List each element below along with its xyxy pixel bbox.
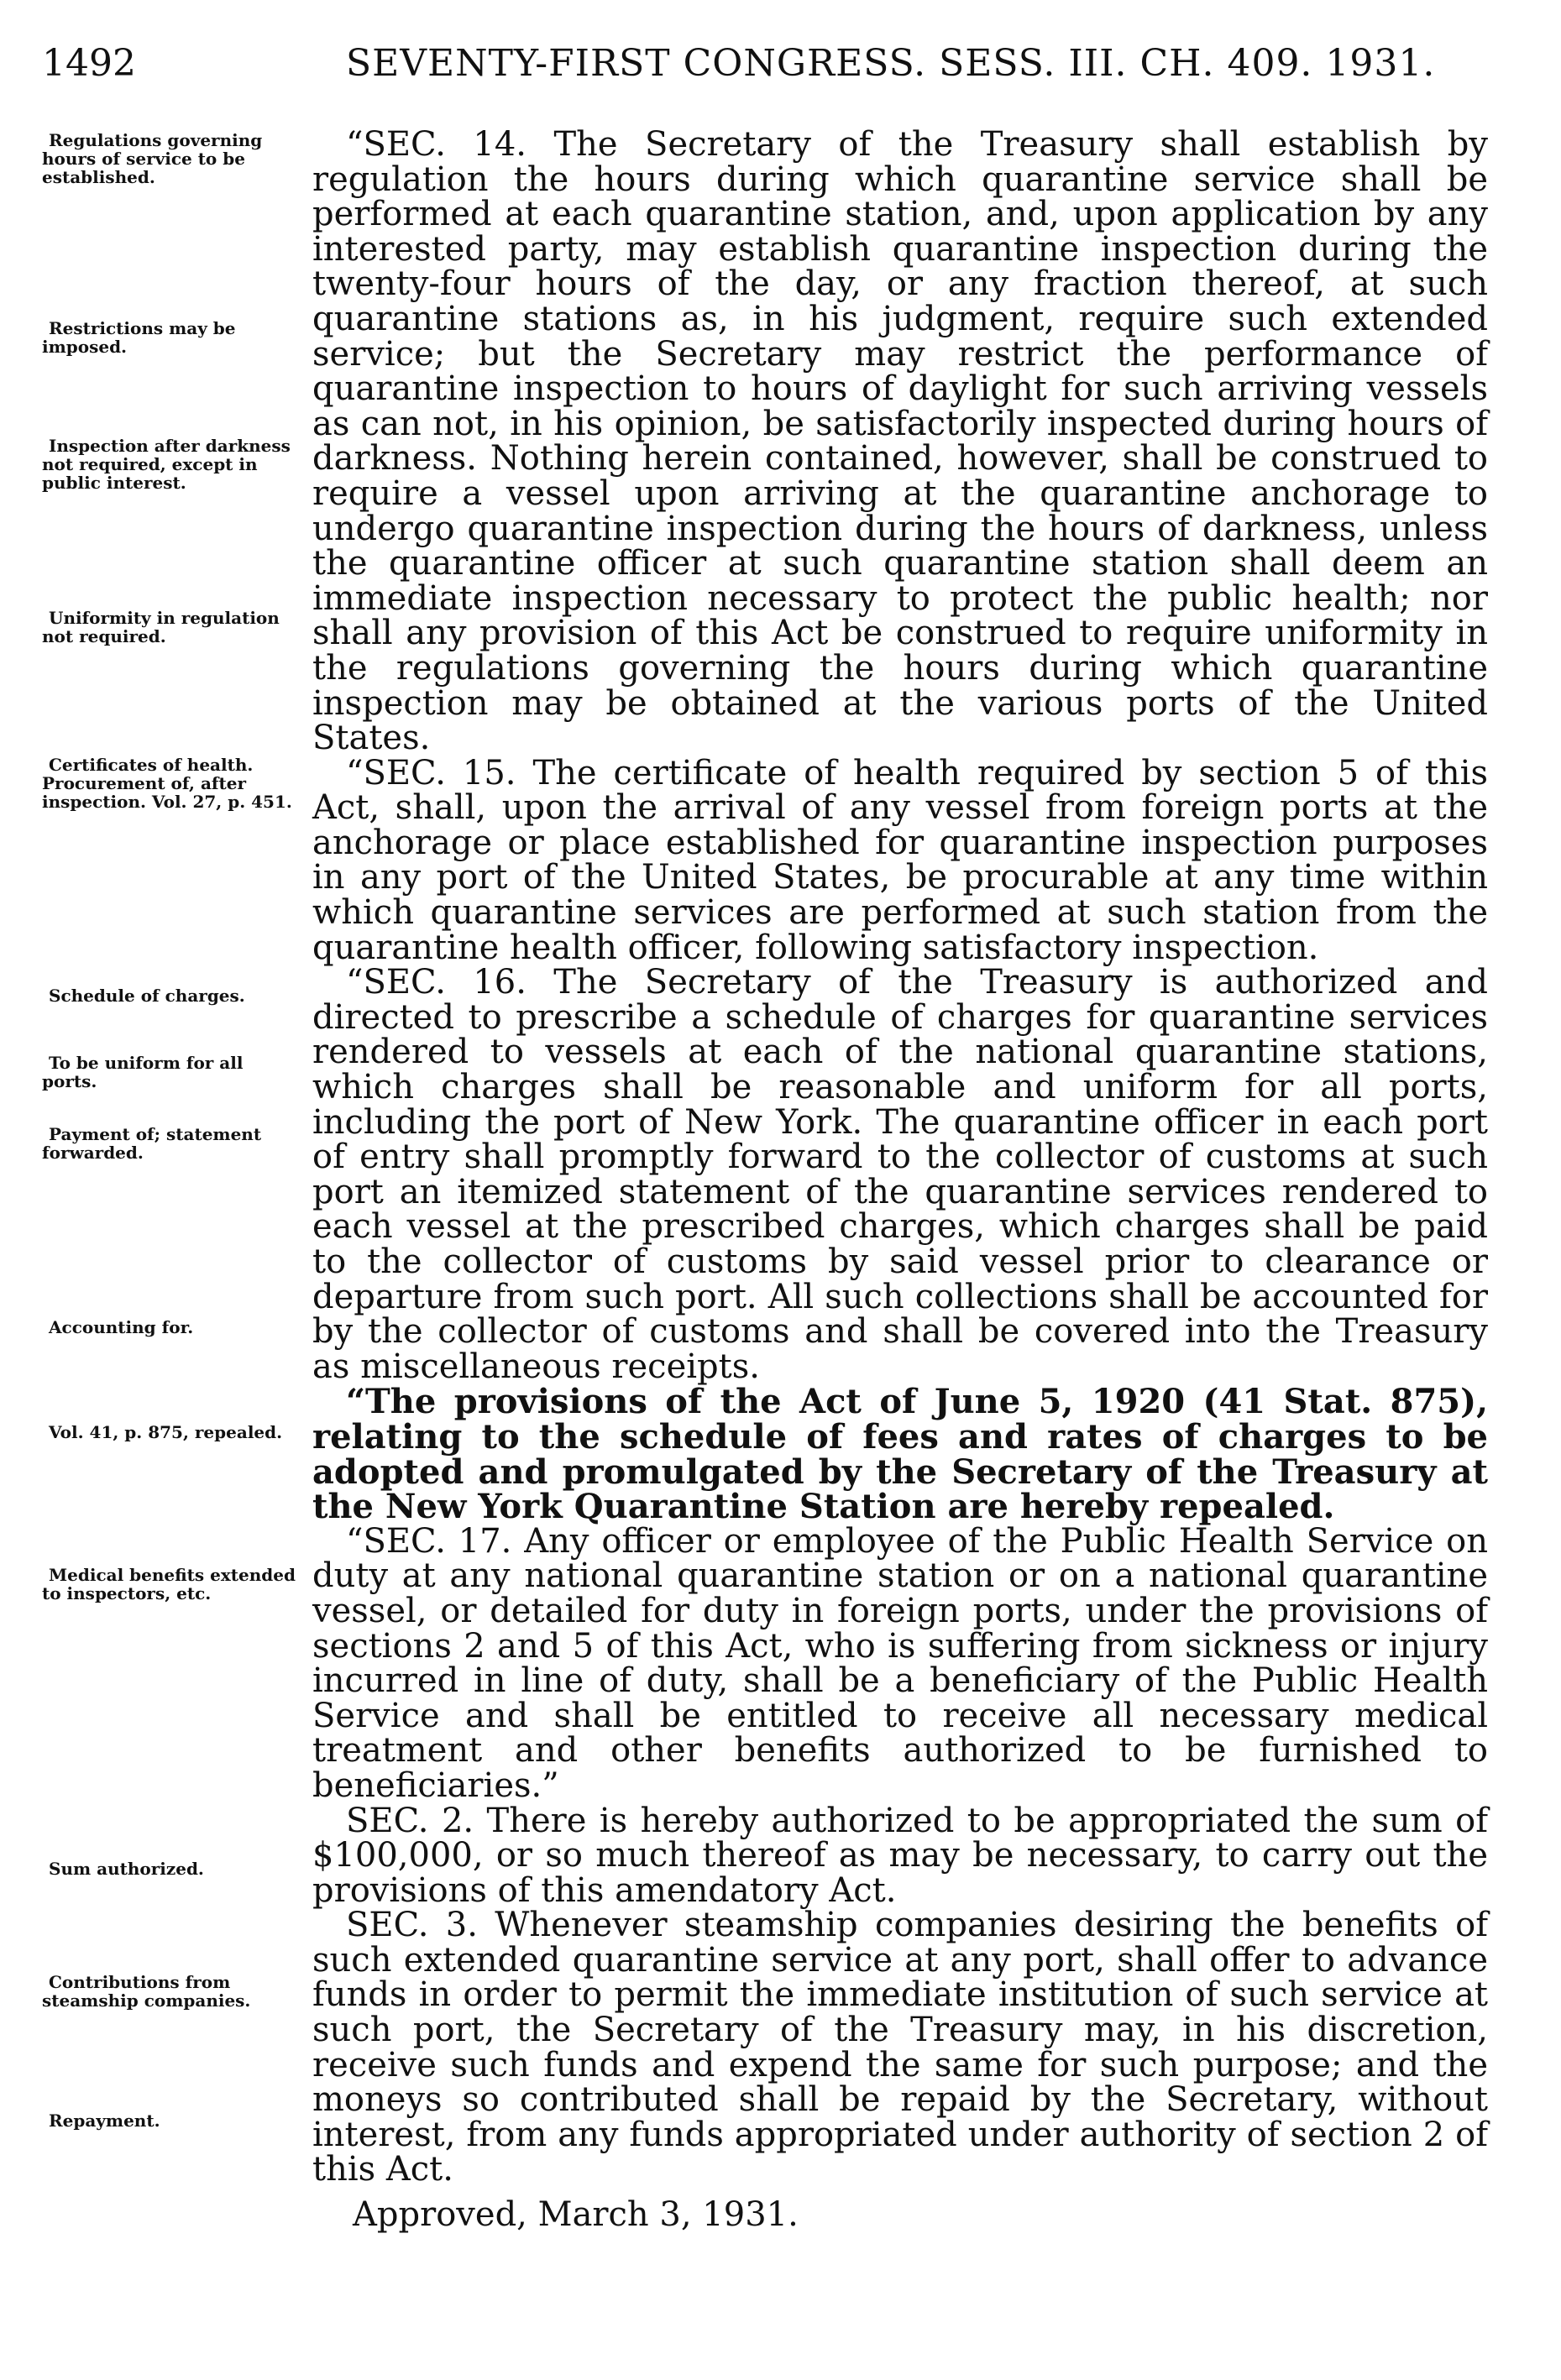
section-14-paragraph: “SEC. 14. The Secretary of the Treasury shall establish by regulation the hours during which quarantine service shall be performed at each quarantine station, and, upon application by any interested party, may establish quarantine inspection during the twenty-four hours of the day, or any fraction thereof, at such quarantine stations as, in his judgment, require such extended service; but the Secretary may restrict the performance of quarantine inspection to hours of daylight for such arriving vessels as can not, in his opinion, be satisfactorily inspected during hours of darkness. Nothing herein contained, however, shall be construed to require a vessel upon arriving at the quarantine anchorage to undergo quarantine inspection during the hours of darkness, unless the quarantine officer at such quarantine station shall deem an immediate inspection necessary to protect the public health; nor shall any provision of this Act be construed to require uniformity in the regulations governing the hours during which quarantine inspection may be obtained at the various ports of the United States.	[312, 125, 1488, 758]
margin-note: Payment of; statement forwarded.	[42, 1124, 262, 1163]
statute-body	[312, 125, 1488, 2235]
margin-note: Medical benefits extended to inspectors, etc.	[42, 1565, 296, 1603]
repeal-paragraph: “The provisions of the Act of June 5, 1920 (41 Stat. 875), relating to the schedule of fees and rates of charges to be adopted and promulgated by the Secretary of the Treasury at the New York Quarantine Station are hereby repealed.	[312, 1382, 1488, 1527]
margin-note: To be uniform for all ports.	[42, 1053, 244, 1091]
margin-note: Restrictions may be imposed.	[42, 318, 236, 357]
approval-line: Approved, March 3, 1931.	[353, 2195, 799, 2235]
running-title: SEVENTY-FIRST CONGRESS. SESS. III. CH. 409. 1931.	[346, 42, 1436, 85]
section-16-paragraph: “SEC. 16. The Secretary of the Treasury is authorized and directed to prescribe a schedule of charges for quarantine services rendered to vessels at each of the national quarantine stations, which charges shall be reasonable and uniform for all ports, including the port of New York. The quarantine officer in each port of entry shall promptly forward to the collector of customs at such port an itemized statement of the quarantine services rendered to each vessel at the prescribed charges, which charges shall be paid to the collector of customs by said vessel prior to clearance or departure from such port. All such collections shall be accounted for by the collector of customs and shall be covered into the Treasury as miscellaneous receipts.	[312, 963, 1488, 1386]
margin-note: Inspection after darkness not required, except in public interest.	[42, 436, 291, 493]
margin-note: Repayment.	[49, 2111, 160, 2131]
margin-note: Schedule of charges.	[49, 986, 245, 1006]
margin-note: Contributions from steamship companies.	[42, 1972, 251, 2011]
section-17-paragraph: “SEC. 17. Any officer or employee of the Public Health Service on duty at any national quarantine station or on a national quarantine vessel, or detailed for duty in foreign ports, under the provisions of sections 2 and 5 of this Act, who is suffering from sickness or injury incurred in line of duty, shall be a beneficiary of the Public Health Service and shall be entitled to receive all necessary medical treatment and other benefits authorized to be furnished to beneficiaries.”	[312, 1521, 1488, 1805]
margin-note: Uniformity in regulation not required.	[42, 608, 280, 646]
section-2-paragraph: SEC. 2. There is hereby authorized to be appropriated the sum of $100,000, or so much thereof as may be necessary, to carry out the provisions of this amendatory Act.	[312, 1801, 1488, 1910]
section-3-paragraph: SEC. 3. Whenever steamship companies desiring the benefits of such extended quarantine service at any port, shall offer to advance funds in order to permit the immediate institution of such service at such port, the Secretary of the Treasury may, in his discretion, receive such funds and expend the same for such purpose; and the moneys so contributed shall be repaid by the Secretary, without interest, from any funds appropriated under authority of section 2 of this Act.	[312, 1906, 1488, 2189]
margin-note: Vol. 41, p. 875, repealed.	[49, 1422, 283, 1442]
margin-note: Accounting for.	[49, 1317, 194, 1337]
margin-note: Certificates of health. Procurement of, after inspection. Vol. 27, p. 451.	[42, 755, 292, 812]
page-header	[42, 42, 1469, 92]
page-number: 1492	[42, 42, 136, 85]
margin-note: Regulations governing hours of service to be established.	[42, 130, 263, 187]
margin-note: Sum authorized.	[49, 1859, 204, 1879]
section-15-paragraph: “SEC. 15. The certificate of health required by section 5 of this Act, shall, upon the arrival of any vessel from foreign ports at the anchorage or place established for quarantine inspection purposes in any port of the United States, be procurable at any time within which quarantine services are performed at such station from the quarantine health officer, following satisfactory inspection.	[312, 753, 1488, 967]
